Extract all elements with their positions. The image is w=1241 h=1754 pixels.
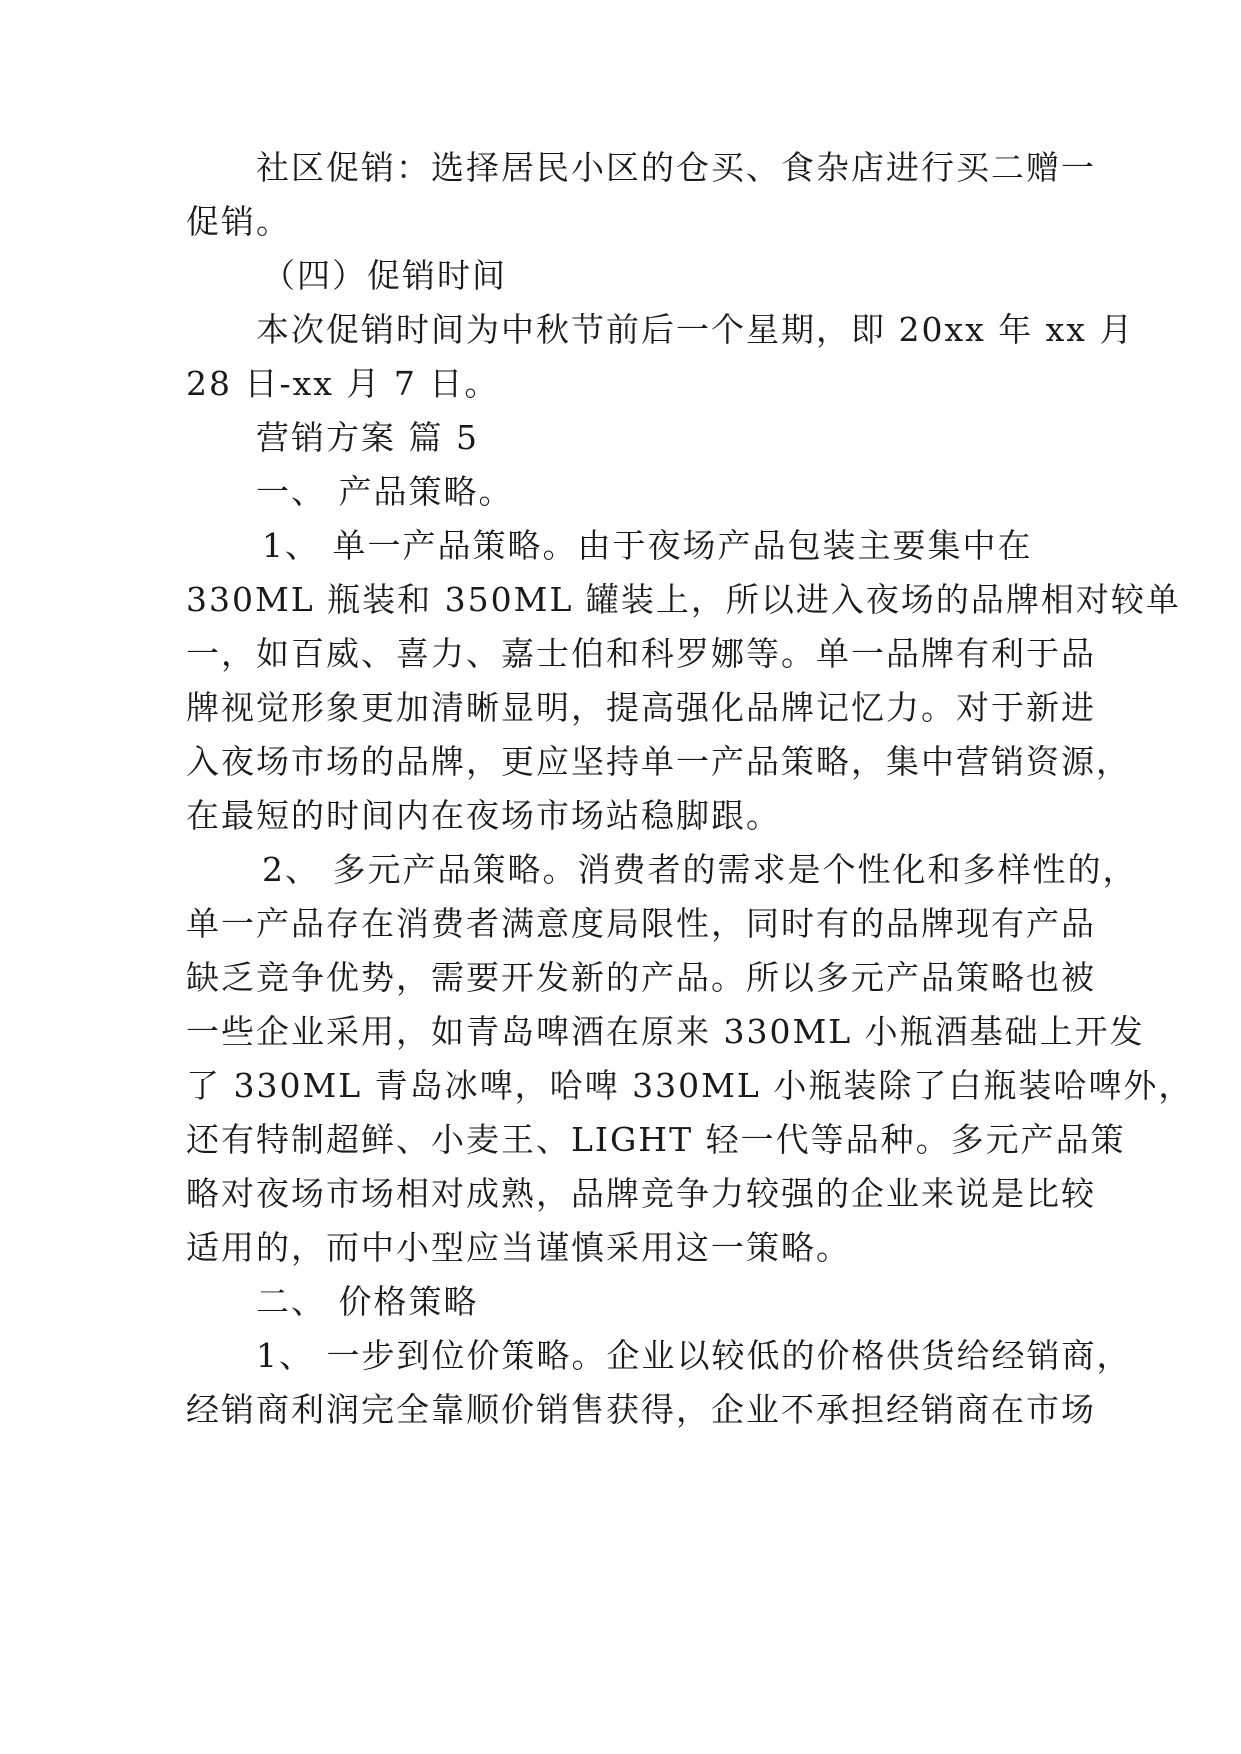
paragraph-line: 缺乏竞争优势，需要开发新的产品。所以多元产品策略也被 <box>186 958 1096 997</box>
paragraph-line: 1、 单一产品策略。由于夜场产品包装主要集中在 <box>262 526 1033 565</box>
section-heading: （四）促销时间 <box>262 256 507 295</box>
paragraph-line: 牌视觉形象更加清晰显明，提高强化品牌记忆力。对于新进 <box>186 688 1096 727</box>
paragraph-line: 一，如百威、喜力、嘉士伯和科罗娜等。单一品牌有利于品 <box>186 634 1096 673</box>
paragraph-line: 略对夜场市场相对成熟，品牌竞争力较强的企业来说是比较 <box>186 1174 1096 1213</box>
section-heading: 一、 产品策略。 <box>256 472 514 511</box>
paragraph-line: 社区促销：选择居民小区的仓买、食杂店进行买二赠一 <box>256 148 1096 187</box>
paragraph-line: 一些企业采用，如青岛啤酒在原来 330ML 小瓶酒基础上开发 <box>186 1012 1145 1051</box>
paragraph-line: 28 日-xx 月 7 日。 <box>186 364 500 403</box>
paragraph-line: 了 330ML 青岛冰啤，哈啤 330ML 小瓶装除了白瓶装哈啤外， <box>186 1066 1194 1105</box>
section-heading: 营销方案 篇 5 <box>256 418 479 457</box>
paragraph-line: 2、 多元产品策略。消费者的需求是个性化和多样性的， <box>262 850 1138 889</box>
paragraph-line: 1、 一步到位价策略。企业以较低的价格供货给经销商， <box>256 1336 1132 1375</box>
paragraph-line: 本次促销时间为中秋节前后一个星期，即 20xx 年 xx 月 <box>256 310 1135 349</box>
paragraph-line: 还有特制超鲜、小麦王、LIGHT 轻一代等品种。多元产品策 <box>186 1120 1126 1159</box>
paragraph-line: 促销。 <box>186 202 291 241</box>
paragraph-line: 适用的，而中小型应当谨慎采用这一策略。 <box>186 1228 851 1267</box>
paragraph-line: 330ML 瓶装和 350ML 罐装上，所以进入夜场的品牌相对较单 <box>186 580 1181 619</box>
paragraph-line: 在最短的时间内在夜场市场站稳脚跟。 <box>186 796 781 835</box>
section-heading: 二、 价格策略 <box>256 1282 479 1321</box>
paragraph-line: 单一产品存在消费者满意度局限性，同时有的品牌现有产品 <box>186 904 1096 943</box>
paragraph-line: 经销商利润完全靠顺价销售获得，企业不承担经销商在市场 <box>186 1390 1096 1429</box>
paragraph-line: 入夜场市场的品牌，更应坚持单一产品策略，集中营销资源， <box>186 742 1131 781</box>
